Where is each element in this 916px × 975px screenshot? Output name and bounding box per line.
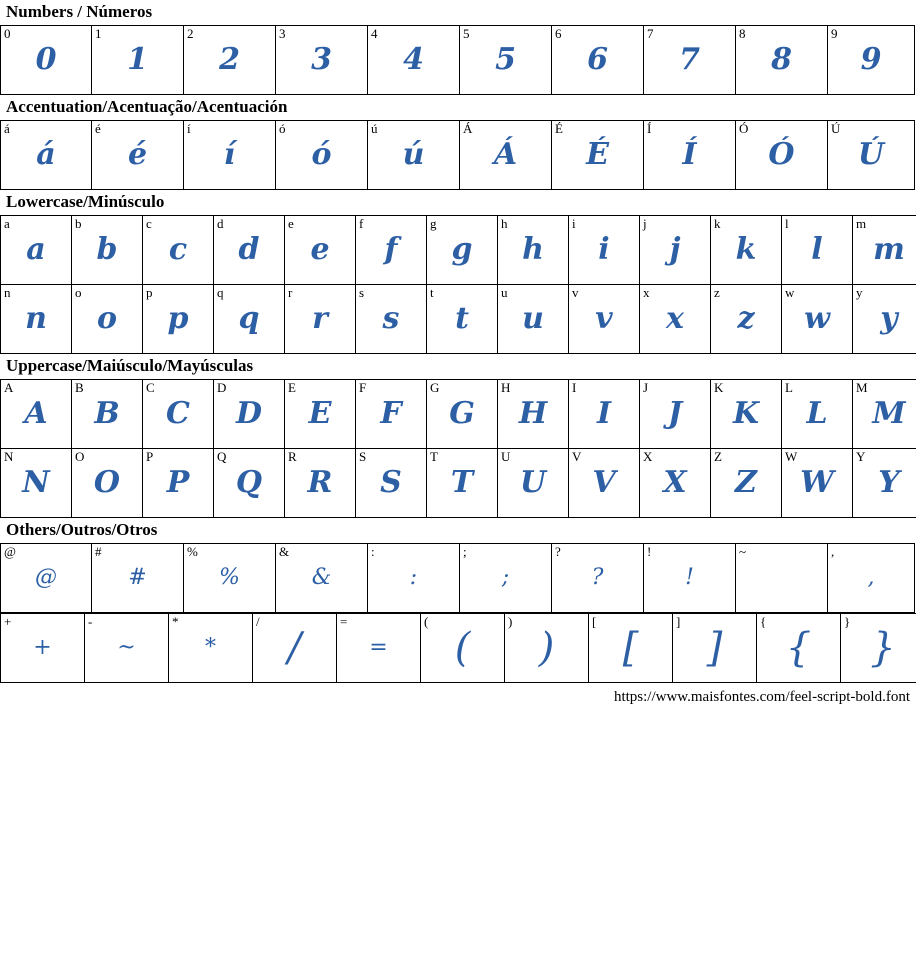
cell-glyph: 8 [771, 42, 792, 77]
glyph-cell[interactable] [498, 449, 569, 518]
cell-label: y [856, 285, 863, 300]
glyph-cell[interactable] [143, 216, 214, 285]
cell-label: 0 [4, 26, 11, 41]
section-title-accentuation: Accentuation/Acentuação/Acentuación [6, 97, 288, 116]
glyph-cell[interactable] [552, 121, 644, 190]
cell-label: [ [592, 614, 597, 629]
cell-glyph: ! [685, 565, 694, 590]
glyph-cell[interactable] [828, 544, 915, 613]
cell-glyph: ( [454, 625, 471, 671]
glyph-cell[interactable] [427, 449, 498, 518]
cell-glyph: 7 [679, 42, 700, 77]
cell-label: v [572, 285, 579, 300]
cell-label: @ [4, 544, 16, 559]
table-row [1, 26, 915, 95]
glyph-cell[interactable] [460, 26, 552, 95]
glyph-cell[interactable] [782, 285, 853, 354]
glyph-cell[interactable] [711, 380, 782, 449]
cell-glyph: 3 [311, 42, 332, 77]
glyph-cell[interactable] [736, 121, 828, 190]
cell-label: 2 [187, 26, 194, 41]
cell-label: V [572, 449, 582, 464]
cell-label: 6 [555, 26, 562, 41]
glyph-cell[interactable] [427, 216, 498, 285]
cell-label: F [359, 380, 367, 395]
glyph-cell[interactable] [644, 544, 736, 613]
cell-label: % [187, 544, 198, 559]
glyph-cell[interactable] [1, 216, 72, 285]
cell-glyph: o [96, 301, 117, 336]
cell-glyph: I [596, 396, 612, 431]
cell-label: í [187, 121, 191, 136]
section-title-others: Others/Outros/Otros [6, 520, 158, 539]
cell-glyph: 9 [860, 42, 882, 77]
cell-glyph: H [518, 396, 548, 431]
cell-label: ; [463, 544, 467, 559]
cell-glyph: q [238, 301, 260, 336]
cell-glyph: d [238, 232, 260, 267]
cell-label: á [4, 121, 10, 136]
cell-glyph: v [595, 301, 613, 336]
glyph-cell[interactable] [1, 285, 72, 354]
cell-glyph: Ó [768, 137, 795, 172]
cell-label: L [785, 380, 793, 395]
glyph-cell[interactable] [285, 285, 356, 354]
table-row [1, 614, 916, 683]
cell-glyph: Z [735, 465, 757, 500]
cell-glyph: O [93, 465, 121, 500]
cell-glyph: 2 [219, 42, 240, 77]
cell-glyph: 6 [587, 42, 608, 77]
cell-glyph: @ [35, 565, 57, 590]
glyph-cell[interactable] [1, 26, 92, 95]
cell-label: R [288, 449, 297, 464]
cell-label: ] [676, 614, 681, 629]
cell-label: ~ [739, 544, 747, 559]
glyph-cell[interactable] [644, 26, 736, 95]
glyph-cell[interactable] [143, 285, 214, 354]
glyph-cell[interactable] [143, 380, 214, 449]
numbers-grid [0, 25, 915, 95]
cell-glyph: ] [706, 625, 723, 671]
cell-label: X [643, 449, 653, 464]
cell-glyph: 0 [35, 42, 57, 77]
glyph-cell[interactable] [368, 26, 460, 95]
cell-glyph: r [312, 301, 328, 336]
glyph-cell[interactable] [736, 544, 828, 613]
cell-label: t [430, 285, 434, 300]
cell-label: d [217, 216, 224, 231]
glyph-cell[interactable] [569, 216, 640, 285]
table-row [1, 285, 916, 354]
cell-glyph: F [380, 396, 402, 431]
glyph-cell[interactable] [276, 544, 368, 613]
glyph-cell[interactable] [285, 216, 356, 285]
glyph-cell[interactable] [1, 544, 92, 613]
cell-label: 9 [831, 26, 838, 41]
glyph-cell[interactable] [92, 121, 184, 190]
cell-glyph: R [307, 465, 333, 500]
glyph-cell[interactable] [1, 380, 72, 449]
cell-label: p [146, 285, 153, 300]
cell-glyph: U [519, 465, 547, 500]
cell-glyph: h [522, 232, 544, 267]
cell-glyph: ) [538, 625, 555, 671]
cell-glyph: n [25, 301, 47, 336]
glyph-cell[interactable] [285, 449, 356, 518]
glyph-cell[interactable] [640, 216, 711, 285]
cell-glyph: ; [501, 565, 510, 590]
glyph-cell[interactable] [214, 449, 285, 518]
cell-glyph: s [382, 301, 400, 336]
cell-glyph: i [598, 232, 610, 267]
glyph-cell[interactable] [1, 121, 92, 190]
cell-glyph: = [369, 635, 388, 660]
glyph-cell[interactable] [757, 614, 841, 683]
cell-glyph: 1 [127, 42, 148, 77]
glyph-cell[interactable] [253, 614, 337, 683]
glyph-cell[interactable] [1, 614, 85, 683]
glyph-cell[interactable] [184, 544, 276, 613]
cell-label: e [288, 216, 294, 231]
glyph-cell[interactable] [711, 449, 782, 518]
table-row [1, 380, 916, 449]
cell-label: P [146, 449, 154, 464]
table-row [1, 449, 916, 518]
cell-glyph: [ [622, 625, 639, 671]
glyph-cell[interactable] [285, 380, 356, 449]
accentuation-grid [0, 120, 915, 190]
glyph-cell[interactable] [72, 449, 143, 518]
cell-label: & [279, 544, 290, 559]
cell-label: W [785, 449, 798, 464]
cell-glyph: Á [493, 137, 518, 172]
glyph-cell[interactable] [853, 380, 916, 449]
cell-label: C [146, 380, 155, 395]
cell-glyph: V [592, 465, 616, 500]
glyph-cell[interactable] [214, 216, 285, 285]
cell-label: n [4, 285, 11, 300]
table-row [1, 121, 915, 190]
glyph-cell[interactable] [356, 380, 427, 449]
cell-glyph: E [308, 396, 332, 431]
cell-label: 1 [95, 26, 102, 41]
cell-glyph: A [24, 396, 48, 431]
cell-glyph: % [219, 565, 240, 590]
cell-glyph: Í [682, 137, 697, 172]
cell-glyph: 5 [495, 42, 516, 77]
glyph-cell[interactable] [569, 380, 640, 449]
glyph-cell[interactable] [711, 285, 782, 354]
glyph-cell[interactable] [853, 216, 916, 285]
glyph-cell[interactable] [72, 380, 143, 449]
cell-glyph: K [732, 396, 760, 431]
cell-label: h [501, 216, 508, 231]
glyph-cell[interactable] [276, 26, 368, 95]
cell-label: Á [463, 121, 473, 136]
cell-label: T [430, 449, 438, 464]
cell-label: m [856, 216, 867, 231]
cell-label: s [359, 285, 365, 300]
cell-glyph: ~ [117, 635, 136, 660]
glyph-cell[interactable] [853, 285, 916, 354]
cell-glyph: * [205, 635, 216, 660]
glyph-cell[interactable] [828, 121, 915, 190]
glyph-cell[interactable] [841, 614, 916, 683]
glyph-cell[interactable] [356, 449, 427, 518]
cell-glyph: Y [878, 465, 900, 500]
cell-glyph: L [806, 396, 828, 431]
source-url[interactable]: https://www.maisfontes.com/feel-script-bold.font [613, 689, 910, 705]
glyph-cell[interactable] [427, 380, 498, 449]
cell-label: J [643, 380, 649, 395]
cell-glyph: B [94, 396, 120, 431]
cell-glyph: ? [591, 565, 604, 590]
glyph-cell[interactable] [1, 449, 72, 518]
cell-glyph: J [667, 396, 683, 431]
cell-glyph: T [450, 465, 474, 500]
cell-label: - [88, 614, 93, 629]
cell-label: ! [647, 544, 652, 559]
glyph-cell[interactable] [782, 380, 853, 449]
glyph-cell[interactable] [711, 216, 782, 285]
glyph-cell[interactable] [421, 614, 505, 683]
table-row [1, 544, 915, 613]
cell-glyph: w [804, 301, 830, 336]
cell-label: A [4, 380, 14, 395]
glyph-cell[interactable] [505, 614, 589, 683]
cell-label: 8 [739, 26, 746, 41]
cell-glyph: m [873, 232, 905, 267]
cell-label: { [760, 614, 767, 629]
cell-label: I [572, 380, 577, 395]
cell-glyph: p [167, 301, 189, 336]
cell-label: c [146, 216, 152, 231]
glyph-cell[interactable] [368, 544, 460, 613]
glyph-cell[interactable] [214, 380, 285, 449]
cell-glyph: X [663, 465, 687, 500]
cell-label: : [371, 544, 375, 559]
cell-glyph: k [735, 232, 757, 267]
cell-label: } [844, 614, 851, 629]
glyph-cell[interactable] [460, 121, 552, 190]
cell-glyph: { [785, 625, 812, 671]
cell-label: i [572, 216, 576, 231]
cell-label: B [75, 380, 84, 395]
section-title-numbers: Numbers / Números [6, 2, 153, 21]
cell-glyph: : [409, 565, 418, 590]
table-row [1, 216, 916, 285]
cell-glyph: c [168, 232, 188, 267]
cell-label: ) [508, 614, 513, 629]
cell-label: S [359, 449, 367, 464]
glyph-cell[interactable] [782, 216, 853, 285]
cell-glyph: g [451, 232, 473, 267]
cell-label: ú [371, 121, 378, 136]
cell-glyph: P [166, 465, 190, 500]
cell-label: r [288, 285, 293, 300]
cell-label: D [217, 380, 227, 395]
glyph-cell[interactable] [552, 544, 644, 613]
cell-label: 3 [279, 26, 286, 41]
cell-label: É [555, 121, 563, 136]
cell-glyph: á [36, 137, 56, 172]
glyph-cell[interactable] [85, 614, 169, 683]
glyph-cell[interactable] [169, 614, 253, 683]
glyph-cell[interactable] [214, 285, 285, 354]
glyph-cell[interactable] [498, 380, 569, 449]
glyph-cell[interactable] [498, 285, 569, 354]
cell-label: j [643, 216, 647, 231]
cell-label: z [714, 285, 720, 300]
glyph-cell[interactable] [498, 216, 569, 285]
glyph-cell[interactable] [828, 26, 915, 95]
cell-glyph: í [223, 137, 236, 172]
cell-label: K [714, 380, 724, 395]
cell-label: 5 [463, 26, 470, 41]
section-title-uppercase: Uppercase/Maiúsculo/Mayúsculas [6, 356, 254, 375]
cell-glyph: e [310, 232, 330, 267]
others-grid-row2 [0, 613, 916, 683]
cell-label: ( [424, 614, 429, 629]
glyph-cell[interactable] [569, 449, 640, 518]
glyph-cell[interactable] [72, 216, 143, 285]
cell-glyph: & [311, 565, 332, 590]
cell-label: x [643, 285, 650, 300]
cell-glyph: É [586, 137, 609, 172]
cell-label: q [217, 285, 224, 300]
cell-glyph: S [380, 465, 402, 500]
cell-label: u [501, 285, 508, 300]
cell-glyph: j [669, 232, 681, 267]
cell-label: o [75, 285, 82, 300]
cell-glyph: é [127, 137, 148, 172]
cell-label: U [501, 449, 511, 464]
others-grid-row1 [0, 543, 915, 613]
cell-label: Z [714, 449, 722, 464]
cell-label: 7 [647, 26, 654, 41]
cell-glyph: t [455, 301, 469, 336]
cell-glyph: / [287, 625, 302, 671]
cell-label: / [256, 614, 260, 629]
glyph-cell[interactable] [368, 121, 460, 190]
cell-label: Q [217, 449, 227, 464]
cell-label: é [95, 121, 101, 136]
cell-label: + [4, 614, 12, 629]
glyph-cell[interactable] [356, 285, 427, 354]
cell-glyph: # [128, 565, 147, 590]
cell-glyph: , [867, 565, 875, 590]
cell-label: g [430, 216, 437, 231]
glyph-cell[interactable] [589, 614, 673, 683]
glyph-cell[interactable] [427, 285, 498, 354]
glyph-cell[interactable] [552, 26, 644, 95]
cell-glyph: l [811, 232, 823, 267]
cell-glyph: b [96, 232, 118, 267]
cell-label: Í [647, 121, 652, 136]
glyph-cell[interactable] [184, 26, 276, 95]
cell-glyph: ú [402, 137, 425, 172]
glyph-cell[interactable] [853, 449, 916, 518]
cell-label: Ú [831, 121, 841, 136]
cell-label: * [172, 614, 179, 629]
cell-glyph: } [870, 625, 896, 671]
cell-label: Ó [739, 121, 749, 136]
cell-glyph: C [166, 396, 190, 431]
glyph-cell[interactable] [356, 216, 427, 285]
cell-glyph: W [800, 465, 834, 500]
cell-glyph: 4 [403, 42, 424, 77]
cell-label: = [340, 614, 348, 629]
cell-glyph: Ú [857, 137, 885, 172]
glyph-cell[interactable] [782, 449, 853, 518]
cell-glyph: ó [311, 137, 332, 172]
cell-glyph: D [235, 396, 262, 431]
cell-label: E [288, 380, 296, 395]
cell-label: O [75, 449, 85, 464]
cell-label: k [714, 216, 721, 231]
cell-label: 4 [371, 26, 378, 41]
glyph-cell[interactable] [143, 449, 214, 518]
cell-glyph: + [33, 635, 52, 660]
glyph-cell[interactable] [92, 26, 184, 95]
glyph-cell[interactable] [460, 544, 552, 613]
uppercase-grid [0, 379, 916, 518]
cell-label: G [430, 380, 440, 395]
glyph-cell[interactable] [569, 285, 640, 354]
glyph-cell[interactable] [276, 121, 368, 190]
cell-label: f [359, 216, 364, 231]
cell-glyph: z [737, 301, 755, 336]
cell-glyph: M [872, 396, 906, 431]
cell-glyph: u [522, 301, 544, 336]
cell-label: M [856, 380, 868, 395]
cell-glyph: y [880, 301, 898, 336]
cell-glyph: a [26, 232, 46, 267]
cell-glyph: G [449, 396, 475, 431]
glyph-cell[interactable] [673, 614, 757, 683]
cell-label: N [4, 449, 14, 464]
cell-label: ? [555, 544, 561, 559]
cell-glyph: N [22, 465, 50, 500]
cell-label: H [501, 380, 511, 395]
glyph-cell[interactable] [640, 380, 711, 449]
cell-glyph: x [666, 301, 684, 336]
glyph-cell[interactable] [184, 121, 276, 190]
glyph-cell[interactable] [72, 285, 143, 354]
cell-label: w [785, 285, 795, 300]
cell-label: ó [279, 121, 286, 136]
cell-label: a [4, 216, 10, 231]
section-title-lowercase: Lowercase/Minúsculo [6, 192, 165, 211]
glyph-cell[interactable] [640, 449, 711, 518]
cell-glyph: Q [235, 465, 263, 500]
lowercase-grid [0, 215, 916, 354]
cell-glyph: f [384, 232, 398, 267]
glyph-cell[interactable] [644, 121, 736, 190]
glyph-cell[interactable] [92, 544, 184, 613]
cell-label: b [75, 216, 82, 231]
cell-label: # [95, 544, 102, 559]
cell-label: , [831, 544, 835, 559]
cell-label: l [785, 216, 789, 231]
cell-label: Y [856, 449, 866, 464]
glyph-cell[interactable] [337, 614, 421, 683]
glyph-cell[interactable] [736, 26, 828, 95]
glyph-cell[interactable] [640, 285, 711, 354]
